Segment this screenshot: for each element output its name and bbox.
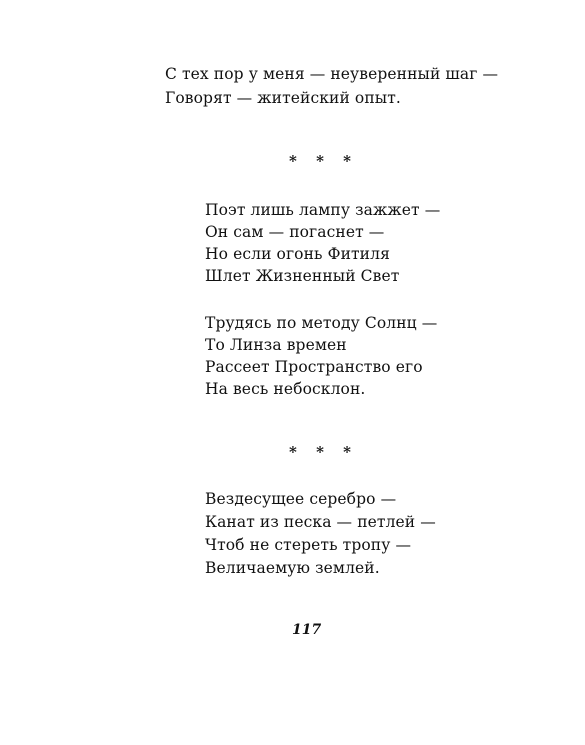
top-stanza-line-1: С тех пор у меня — неуверенный шаг — xyxy=(165,65,499,83)
poem-2-line-1: Вездесущее серебро — xyxy=(205,490,397,508)
poem-2-line-2: Канат из песка — петлей — xyxy=(205,513,436,531)
poem-1-line-7: Рассеет Пространство его xyxy=(205,358,423,376)
poem-1-line-4: Шлет Жизненный Свет xyxy=(205,267,400,285)
poem-2-line-4: Величаемую землей. xyxy=(205,559,380,577)
poem-1-line-6: То Линза времен xyxy=(205,336,347,354)
top-stanza-line-2: Говорят — житейский опыт. xyxy=(165,89,401,107)
section-separator: * * * xyxy=(289,152,358,170)
section-separator: * * * xyxy=(289,443,358,461)
page-number: 117 xyxy=(292,622,322,638)
poem-1-line-1: Поэт лишь лампу зажжет — xyxy=(205,201,441,219)
poem-1-line-3: Но если огонь Фитиля xyxy=(205,245,390,263)
poem-1-line-8: На весь небосклон. xyxy=(205,380,366,398)
poem-1-line-2: Он сам — погаснет — xyxy=(205,223,385,241)
poem-1-line-5: Трудясь по методу Солнц — xyxy=(205,314,438,332)
poem-2-line-3: Чтоб не стереть тропу — xyxy=(205,536,412,554)
